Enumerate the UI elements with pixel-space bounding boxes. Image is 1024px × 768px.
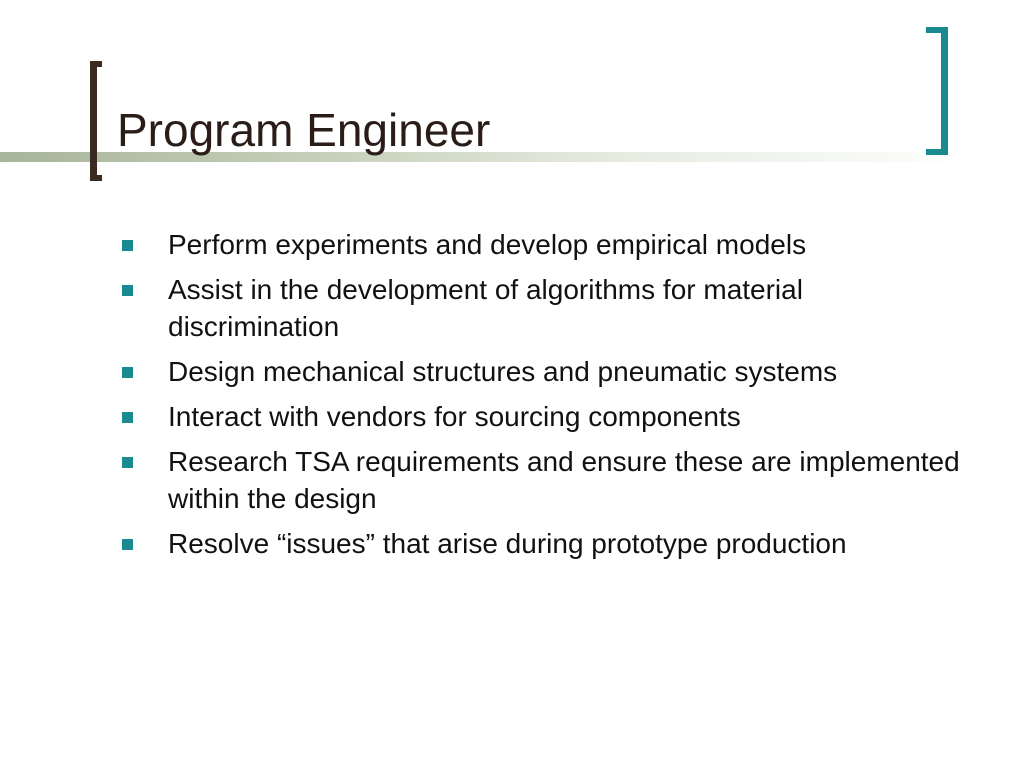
square-bullet-icon: [122, 367, 133, 378]
bullet-text: Design mechanical structures and pneumatic systems: [168, 356, 838, 387]
bullet-list: [119, 226, 969, 570]
bullet-item: [119, 398, 969, 435]
bullet-item: [119, 271, 969, 345]
square-bullet-icon: [122, 539, 133, 550]
square-bullet-icon: [122, 457, 133, 468]
slide-title: Program Engineer: [117, 104, 491, 156]
bullet-text: Perform experiments and develop empirical models: [168, 229, 807, 260]
bullet-item: [119, 525, 969, 562]
left-bracket-decoration: [90, 61, 102, 181]
bullet-item: [119, 443, 969, 517]
bullet-item: [119, 226, 969, 263]
square-bullet-icon: [122, 412, 133, 423]
square-bullet-icon: [122, 240, 133, 251]
bullet-item: [119, 353, 969, 390]
bullet-text: Assist in the development of algorithms for material discrimination: [168, 274, 803, 342]
bullet-text: Resolve “issues” that arise during prototype production: [168, 528, 847, 559]
bullet-text: Research TSA requirements and ensure these are implemented within the design: [168, 446, 960, 514]
right-bracket-decoration: [926, 27, 948, 155]
bullet-text: Interact with vendors for sourcing components: [168, 401, 741, 432]
square-bullet-icon: [122, 285, 133, 296]
